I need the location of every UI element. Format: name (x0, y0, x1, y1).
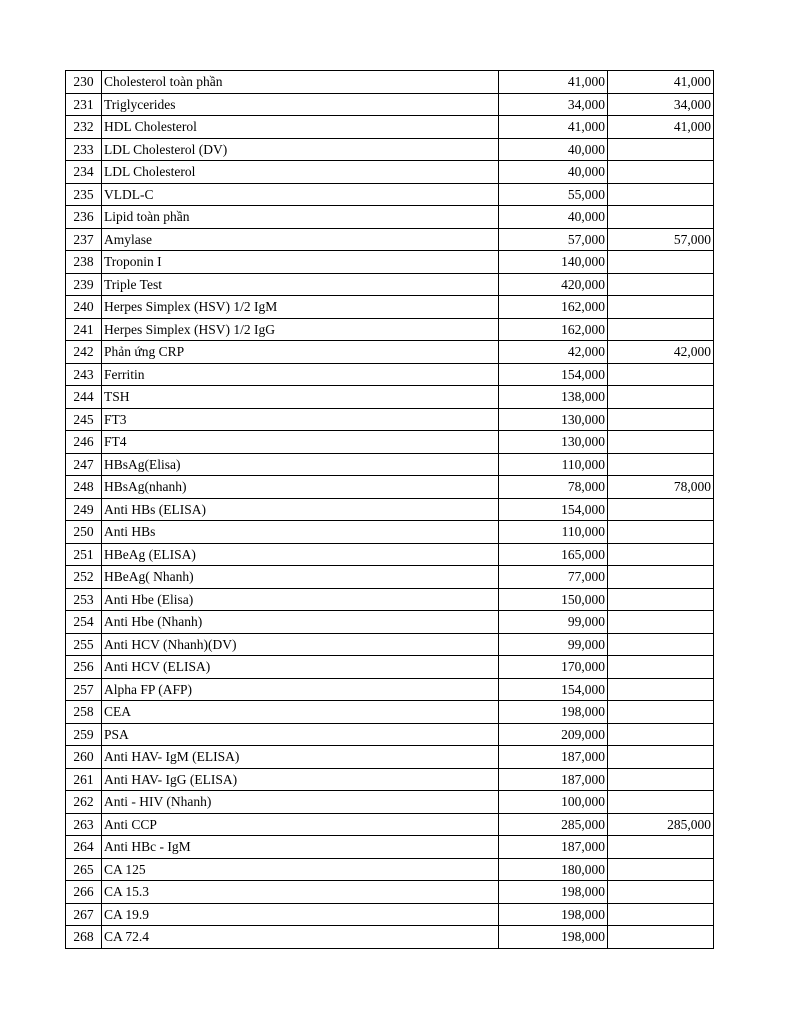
test-name: HBsAg(Elisa) (102, 453, 499, 476)
price-primary: 187,000 (499, 836, 608, 859)
row-number: 237 (66, 228, 102, 251)
row-number: 247 (66, 453, 102, 476)
price-secondary (608, 273, 714, 296)
row-number: 251 (66, 543, 102, 566)
row-number: 260 (66, 746, 102, 769)
price-secondary: 34,000 (608, 93, 714, 116)
row-number: 239 (66, 273, 102, 296)
price-secondary (608, 318, 714, 341)
table-row (66, 858, 714, 881)
test-name: Amylase (102, 228, 499, 251)
table-row (66, 611, 714, 634)
row-number: 246 (66, 431, 102, 454)
row-number: 261 (66, 768, 102, 791)
price-secondary (608, 138, 714, 161)
test-name: Triple Test (102, 273, 499, 296)
price-primary: 99,000 (499, 611, 608, 634)
price-secondary (608, 926, 714, 949)
price-primary: 100,000 (499, 791, 608, 814)
table-row (66, 926, 714, 949)
price-primary: 34,000 (499, 93, 608, 116)
table-row (66, 588, 714, 611)
price-primary: 42,000 (499, 341, 608, 364)
price-secondary (608, 543, 714, 566)
test-name: Anti HBc - IgM (102, 836, 499, 859)
test-name: Herpes Simplex (HSV) 1/2 IgM (102, 296, 499, 319)
price-primary: 154,000 (499, 678, 608, 701)
table-row (66, 836, 714, 859)
price-secondary (608, 296, 714, 319)
price-primary: 77,000 (499, 566, 608, 589)
table-row (66, 701, 714, 724)
test-name: Anti HAV- IgG (ELISA) (102, 768, 499, 791)
price-secondary (608, 633, 714, 656)
row-number: 241 (66, 318, 102, 341)
table-row (66, 341, 714, 364)
price-secondary (608, 701, 714, 724)
test-name: PSA (102, 723, 499, 746)
price-primary: 41,000 (499, 71, 608, 94)
row-number: 242 (66, 341, 102, 364)
price-secondary: 78,000 (608, 476, 714, 499)
test-name: HBeAg (ELISA) (102, 543, 499, 566)
price-secondary (608, 588, 714, 611)
price-primary: 130,000 (499, 431, 608, 454)
row-number: 240 (66, 296, 102, 319)
row-number: 248 (66, 476, 102, 499)
test-name: CA 72.4 (102, 926, 499, 949)
price-primary: 41,000 (499, 116, 608, 139)
table-row (66, 296, 714, 319)
price-secondary (608, 836, 714, 859)
row-number: 235 (66, 183, 102, 206)
table-row (66, 768, 714, 791)
table-row (66, 903, 714, 926)
table-row (66, 71, 714, 94)
test-name: HBeAg( Nhanh) (102, 566, 499, 589)
table-row (66, 791, 714, 814)
test-name: Anti HCV (ELISA) (102, 656, 499, 679)
price-primary: 130,000 (499, 408, 608, 431)
price-table (65, 70, 714, 949)
test-name: VLDL-C (102, 183, 499, 206)
price-secondary (608, 363, 714, 386)
test-name: LDL Cholesterol (102, 161, 499, 184)
table-row (66, 206, 714, 229)
test-name: FT3 (102, 408, 499, 431)
test-name: CA 125 (102, 858, 499, 881)
price-primary: 140,000 (499, 251, 608, 274)
row-number: 249 (66, 498, 102, 521)
test-name: CEA (102, 701, 499, 724)
test-name: Triglycerides (102, 93, 499, 116)
table-row (66, 251, 714, 274)
test-name: CA 19.9 (102, 903, 499, 926)
price-secondary (608, 408, 714, 431)
table-row (66, 566, 714, 589)
price-primary: 57,000 (499, 228, 608, 251)
price-primary: 180,000 (499, 858, 608, 881)
row-number: 254 (66, 611, 102, 634)
price-primary: 165,000 (499, 543, 608, 566)
price-primary: 162,000 (499, 318, 608, 341)
row-number: 264 (66, 836, 102, 859)
row-number: 259 (66, 723, 102, 746)
row-number: 245 (66, 408, 102, 431)
table-row (66, 228, 714, 251)
table-row (66, 498, 714, 521)
price-secondary (608, 611, 714, 634)
price-secondary: 41,000 (608, 116, 714, 139)
row-number: 268 (66, 926, 102, 949)
price-primary: 40,000 (499, 206, 608, 229)
table-row (66, 273, 714, 296)
table-row (66, 161, 714, 184)
test-name: Anti - HIV (Nhanh) (102, 791, 499, 814)
table-row (66, 138, 714, 161)
price-primary: 162,000 (499, 296, 608, 319)
test-name: Anti Hbe (Elisa) (102, 588, 499, 611)
test-name: CA 15.3 (102, 881, 499, 904)
test-name: HBsAg(nhanh) (102, 476, 499, 499)
row-number: 230 (66, 71, 102, 94)
test-name: Ferritin (102, 363, 499, 386)
table-body (66, 71, 714, 949)
test-name: TSH (102, 386, 499, 409)
price-primary: 40,000 (499, 138, 608, 161)
price-primary: 198,000 (499, 881, 608, 904)
table-row (66, 543, 714, 566)
row-number: 236 (66, 206, 102, 229)
price-primary: 170,000 (499, 656, 608, 679)
price-primary: 138,000 (499, 386, 608, 409)
row-number: 231 (66, 93, 102, 116)
table-row (66, 453, 714, 476)
row-number: 244 (66, 386, 102, 409)
test-name: Herpes Simplex (HSV) 1/2 IgG (102, 318, 499, 341)
row-number: 233 (66, 138, 102, 161)
row-number: 255 (66, 633, 102, 656)
test-name: LDL Cholesterol (DV) (102, 138, 499, 161)
test-name: Anti HBs (102, 521, 499, 544)
row-number: 250 (66, 521, 102, 544)
row-number: 267 (66, 903, 102, 926)
price-secondary (608, 521, 714, 544)
table-row (66, 183, 714, 206)
row-number: 238 (66, 251, 102, 274)
price-primary: 198,000 (499, 701, 608, 724)
test-name: Phản ứng CRP (102, 341, 499, 364)
price-primary: 150,000 (499, 588, 608, 611)
price-secondary: 41,000 (608, 71, 714, 94)
price-secondary (608, 498, 714, 521)
price-secondary: 57,000 (608, 228, 714, 251)
row-number: 256 (66, 656, 102, 679)
price-secondary: 285,000 (608, 813, 714, 836)
row-number: 243 (66, 363, 102, 386)
price-primary: 55,000 (499, 183, 608, 206)
table-row (66, 386, 714, 409)
price-secondary (608, 858, 714, 881)
table-row (66, 93, 714, 116)
price-secondary (608, 161, 714, 184)
table-row (66, 521, 714, 544)
table-row (66, 476, 714, 499)
price-primary: 198,000 (499, 903, 608, 926)
price-primary: 209,000 (499, 723, 608, 746)
price-primary: 40,000 (499, 161, 608, 184)
table-row (66, 723, 714, 746)
table-row (66, 318, 714, 341)
test-name: Lipid toàn phần (102, 206, 499, 229)
table-row (66, 633, 714, 656)
row-number: 257 (66, 678, 102, 701)
price-primary: 154,000 (499, 363, 608, 386)
table-row (66, 813, 714, 836)
test-name: Troponin I (102, 251, 499, 274)
test-name: Anti Hbe (Nhanh) (102, 611, 499, 634)
test-name: Anti CCP (102, 813, 499, 836)
price-primary: 187,000 (499, 746, 608, 769)
test-name: Cholesterol toàn phần (102, 71, 499, 94)
price-secondary (608, 431, 714, 454)
table-row (66, 116, 714, 139)
table-row (66, 363, 714, 386)
price-primary: 154,000 (499, 498, 608, 521)
price-primary: 198,000 (499, 926, 608, 949)
price-secondary (608, 903, 714, 926)
price-primary: 285,000 (499, 813, 608, 836)
price-primary: 78,000 (499, 476, 608, 499)
price-primary: 110,000 (499, 521, 608, 544)
price-secondary (608, 566, 714, 589)
price-secondary (608, 723, 714, 746)
row-number: 258 (66, 701, 102, 724)
price-secondary: 42,000 (608, 341, 714, 364)
table-row (66, 881, 714, 904)
row-number: 252 (66, 566, 102, 589)
test-name: Anti HCV (Nhanh)(DV) (102, 633, 499, 656)
table-row (66, 408, 714, 431)
price-secondary (608, 251, 714, 274)
price-secondary (608, 656, 714, 679)
row-number: 262 (66, 791, 102, 814)
row-number: 263 (66, 813, 102, 836)
price-secondary (608, 746, 714, 769)
price-primary: 187,000 (499, 768, 608, 791)
table-row (66, 678, 714, 701)
row-number: 253 (66, 588, 102, 611)
row-number: 232 (66, 116, 102, 139)
test-name: HDL Cholesterol (102, 116, 499, 139)
test-name: Anti HBs (ELISA) (102, 498, 499, 521)
price-primary: 420,000 (499, 273, 608, 296)
price-secondary (608, 206, 714, 229)
row-number: 265 (66, 858, 102, 881)
price-secondary (608, 881, 714, 904)
test-name: Alpha FP (AFP) (102, 678, 499, 701)
table-row (66, 656, 714, 679)
row-number: 266 (66, 881, 102, 904)
price-secondary (608, 791, 714, 814)
price-secondary (608, 183, 714, 206)
price-primary: 99,000 (499, 633, 608, 656)
table-row (66, 746, 714, 769)
test-name: FT4 (102, 431, 499, 454)
table-row (66, 431, 714, 454)
price-primary: 110,000 (499, 453, 608, 476)
price-secondary (608, 678, 714, 701)
price-secondary (608, 386, 714, 409)
test-name: Anti HAV- IgM (ELISA) (102, 746, 499, 769)
price-secondary (608, 453, 714, 476)
row-number: 234 (66, 161, 102, 184)
price-secondary (608, 768, 714, 791)
